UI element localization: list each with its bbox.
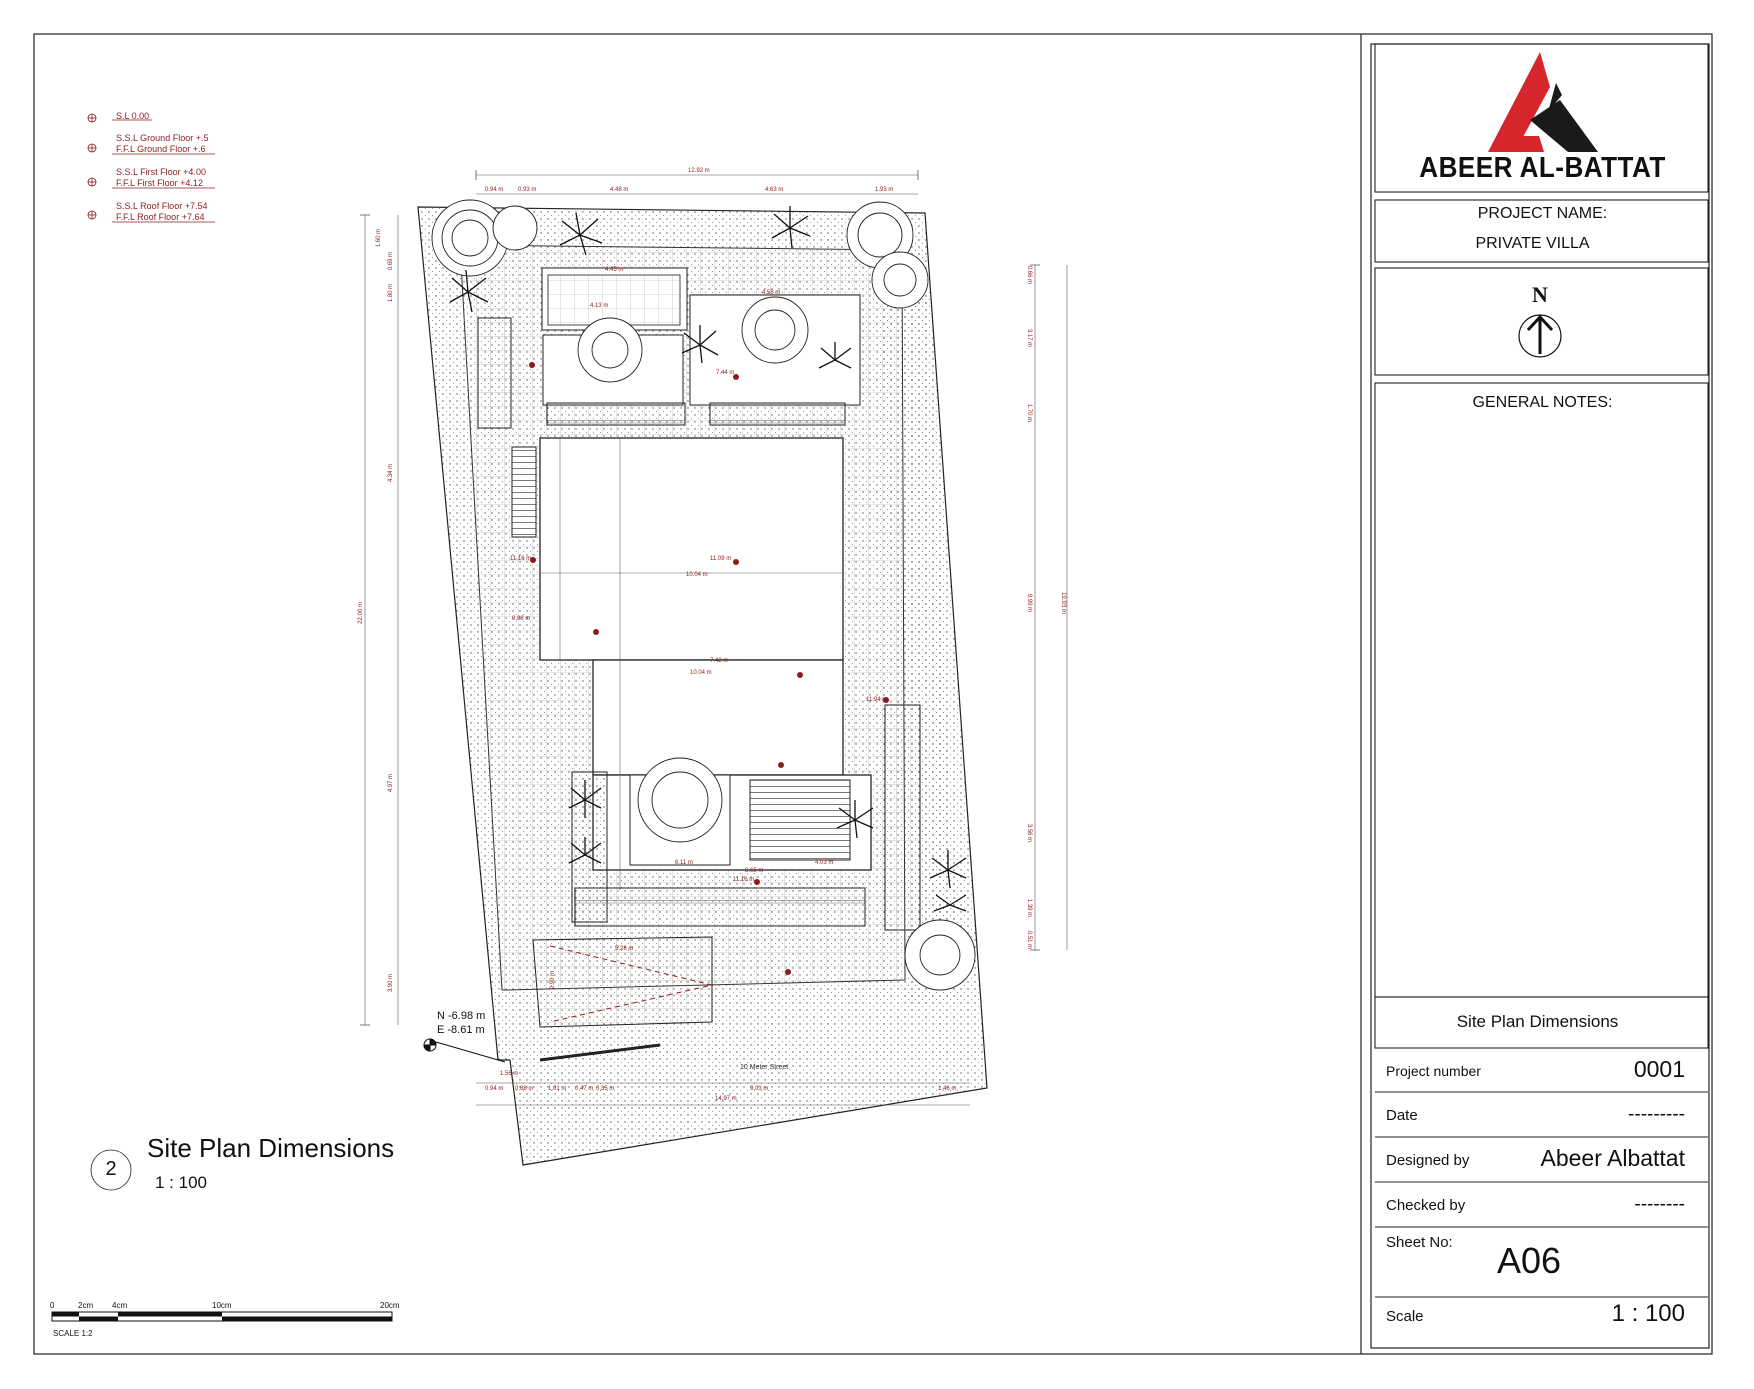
dim-tag: 22.00 m xyxy=(357,602,364,624)
dim-tag: 11.16 m xyxy=(733,877,755,883)
dim-tag: 9.99 m xyxy=(1026,593,1033,613)
deck-slats xyxy=(547,403,685,425)
dim-tag: 0.94 m xyxy=(485,1086,504,1092)
dim-tag: 4.63 m xyxy=(765,187,784,193)
scale-bar xyxy=(52,1312,392,1321)
level-label: S.S.L Ground Floor +.5 xyxy=(116,133,209,143)
dim-tag: 0.88 m xyxy=(512,616,531,622)
scale-tick: 0 xyxy=(50,1301,55,1310)
sheet-no-label: Sheet No: xyxy=(1386,1234,1453,1251)
sheet-no-value: A06 xyxy=(1497,1240,1562,1281)
checked-by-value: -------- xyxy=(1634,1194,1685,1215)
dim-tag: 0.88 m xyxy=(515,1086,534,1092)
dim-tag: 8.65 m xyxy=(745,868,764,874)
dim-tag: 4.48 m xyxy=(610,187,629,193)
dim-tag: 14.97 m xyxy=(715,1096,737,1102)
date-label: Date xyxy=(1386,1107,1418,1124)
dim-tag: 12.92 m xyxy=(688,168,710,174)
dim-tag: 4.45 m xyxy=(605,267,624,273)
dim-tag: 9.03 m xyxy=(750,1086,769,1092)
dim-tag: 10.04 m xyxy=(690,670,712,676)
dim-tag: 1.70 m xyxy=(1026,403,1033,423)
project-name-label: PROJECT NAME: xyxy=(1477,205,1608,222)
project-name: PRIVATE VILLA xyxy=(1475,235,1590,252)
dim-tag: 1.60 m xyxy=(376,228,383,248)
general-notes-label: GENERAL NOTES: xyxy=(1472,394,1613,411)
street-label: 10 Meter Street xyxy=(740,1064,789,1071)
scale-label: Scale xyxy=(1386,1308,1424,1325)
dim-tag: 4.58 m xyxy=(762,290,781,296)
dim-tag: 1.46 m xyxy=(938,1086,957,1092)
dim-tag: 4.03 m xyxy=(815,860,834,866)
dim-tag: 4.34 m xyxy=(388,463,395,483)
coordinate-north: N -6.98 m xyxy=(437,1010,486,1022)
level-label: F.F.L Ground Floor +.6 xyxy=(116,144,206,154)
dim-tag: 1.80 m xyxy=(388,283,395,303)
level-label: S.S.L Roof Floor +7.54 xyxy=(116,201,208,211)
dim-tag: 0.94 m xyxy=(485,187,504,193)
designed-by-value: Abeer Albattat xyxy=(1540,1145,1685,1171)
dim-tag: 7.42 m xyxy=(710,658,729,664)
north-arrow-icon xyxy=(1519,315,1561,357)
scale-tick: 10cm xyxy=(212,1301,232,1310)
site-plan xyxy=(418,207,987,1165)
view-title: Site Plan Dimensions xyxy=(147,1133,395,1163)
checked-by-label: Checked by xyxy=(1386,1197,1466,1214)
level-label: S.L 0.00 xyxy=(116,111,150,121)
scale-tick: 20cm xyxy=(380,1301,400,1310)
date-value: --------- xyxy=(1628,1104,1685,1125)
dim-tag: 0.69 m xyxy=(388,251,395,271)
dim-tag: 6.11 m xyxy=(675,860,693,866)
dim-tag: 0.93 m xyxy=(518,187,537,193)
sheet-title: Site Plan Dimensions xyxy=(1456,1012,1619,1031)
dim-tag: 3.56 m xyxy=(1026,823,1033,843)
dim-tag: 0.51 m xyxy=(1026,930,1033,950)
level-label: F.F.L Roof Floor +7.64 xyxy=(116,212,205,222)
dim-tag: 4.13 m xyxy=(590,303,609,309)
scale-tick: 4cm xyxy=(112,1301,128,1310)
dim-tag: 3.90 m xyxy=(388,973,395,993)
level-label: S.S.L First Floor +4.00 xyxy=(116,167,206,177)
dim-tag: 5.28 m xyxy=(615,946,634,952)
scale-tick: 2cm xyxy=(78,1301,94,1310)
dim-tag: 7.44 m xyxy=(716,370,735,376)
project-number-value: 0001 xyxy=(1633,1056,1685,1082)
scale-caption: SCALE 1:2 xyxy=(53,1329,93,1338)
coordinate-east: E -8.61 m xyxy=(437,1024,485,1036)
dim-tag: 0.35 m xyxy=(596,1086,615,1092)
dim-tag: 0.47 m xyxy=(575,1086,594,1092)
designed-by-label: Designed by xyxy=(1386,1152,1470,1169)
view-scale: 1 : 100 xyxy=(155,1173,207,1192)
view-number: 2 xyxy=(105,1158,117,1180)
dim-tag: 1.56 m xyxy=(500,1071,519,1077)
dim-tag: 1.39 m xyxy=(1026,898,1033,918)
coordinate-marker xyxy=(424,1039,505,1062)
company-name: ABEER AL-BATTAT xyxy=(1419,152,1666,184)
dim-tag: 11.16 m xyxy=(510,556,532,562)
project-number-label: Project number xyxy=(1386,1063,1481,1079)
dim-tag: 2.90 m xyxy=(550,970,557,990)
level-label: F.F.L First Floor +4.12 xyxy=(116,178,203,188)
dim-tag: 11.09 m xyxy=(710,556,732,562)
company-logo xyxy=(1488,52,1598,152)
scale-value: 1 : 100 xyxy=(1611,1300,1685,1327)
dim-tag: 1.01 m xyxy=(548,1086,567,1092)
north-letter: N xyxy=(1532,282,1548,307)
dim-tag: 1.93 m xyxy=(875,187,894,193)
house-footprint xyxy=(540,438,843,660)
dim-tag: 19.93 m xyxy=(1059,592,1066,614)
dim-tag: 3.17 m xyxy=(1026,328,1033,348)
dim-tag: 10.04 m xyxy=(686,572,708,578)
dim-tag: 0.66 m xyxy=(1026,265,1033,285)
dim-tag: 4.97 m xyxy=(388,773,395,793)
dim-tag: 11.94 m xyxy=(866,697,888,703)
